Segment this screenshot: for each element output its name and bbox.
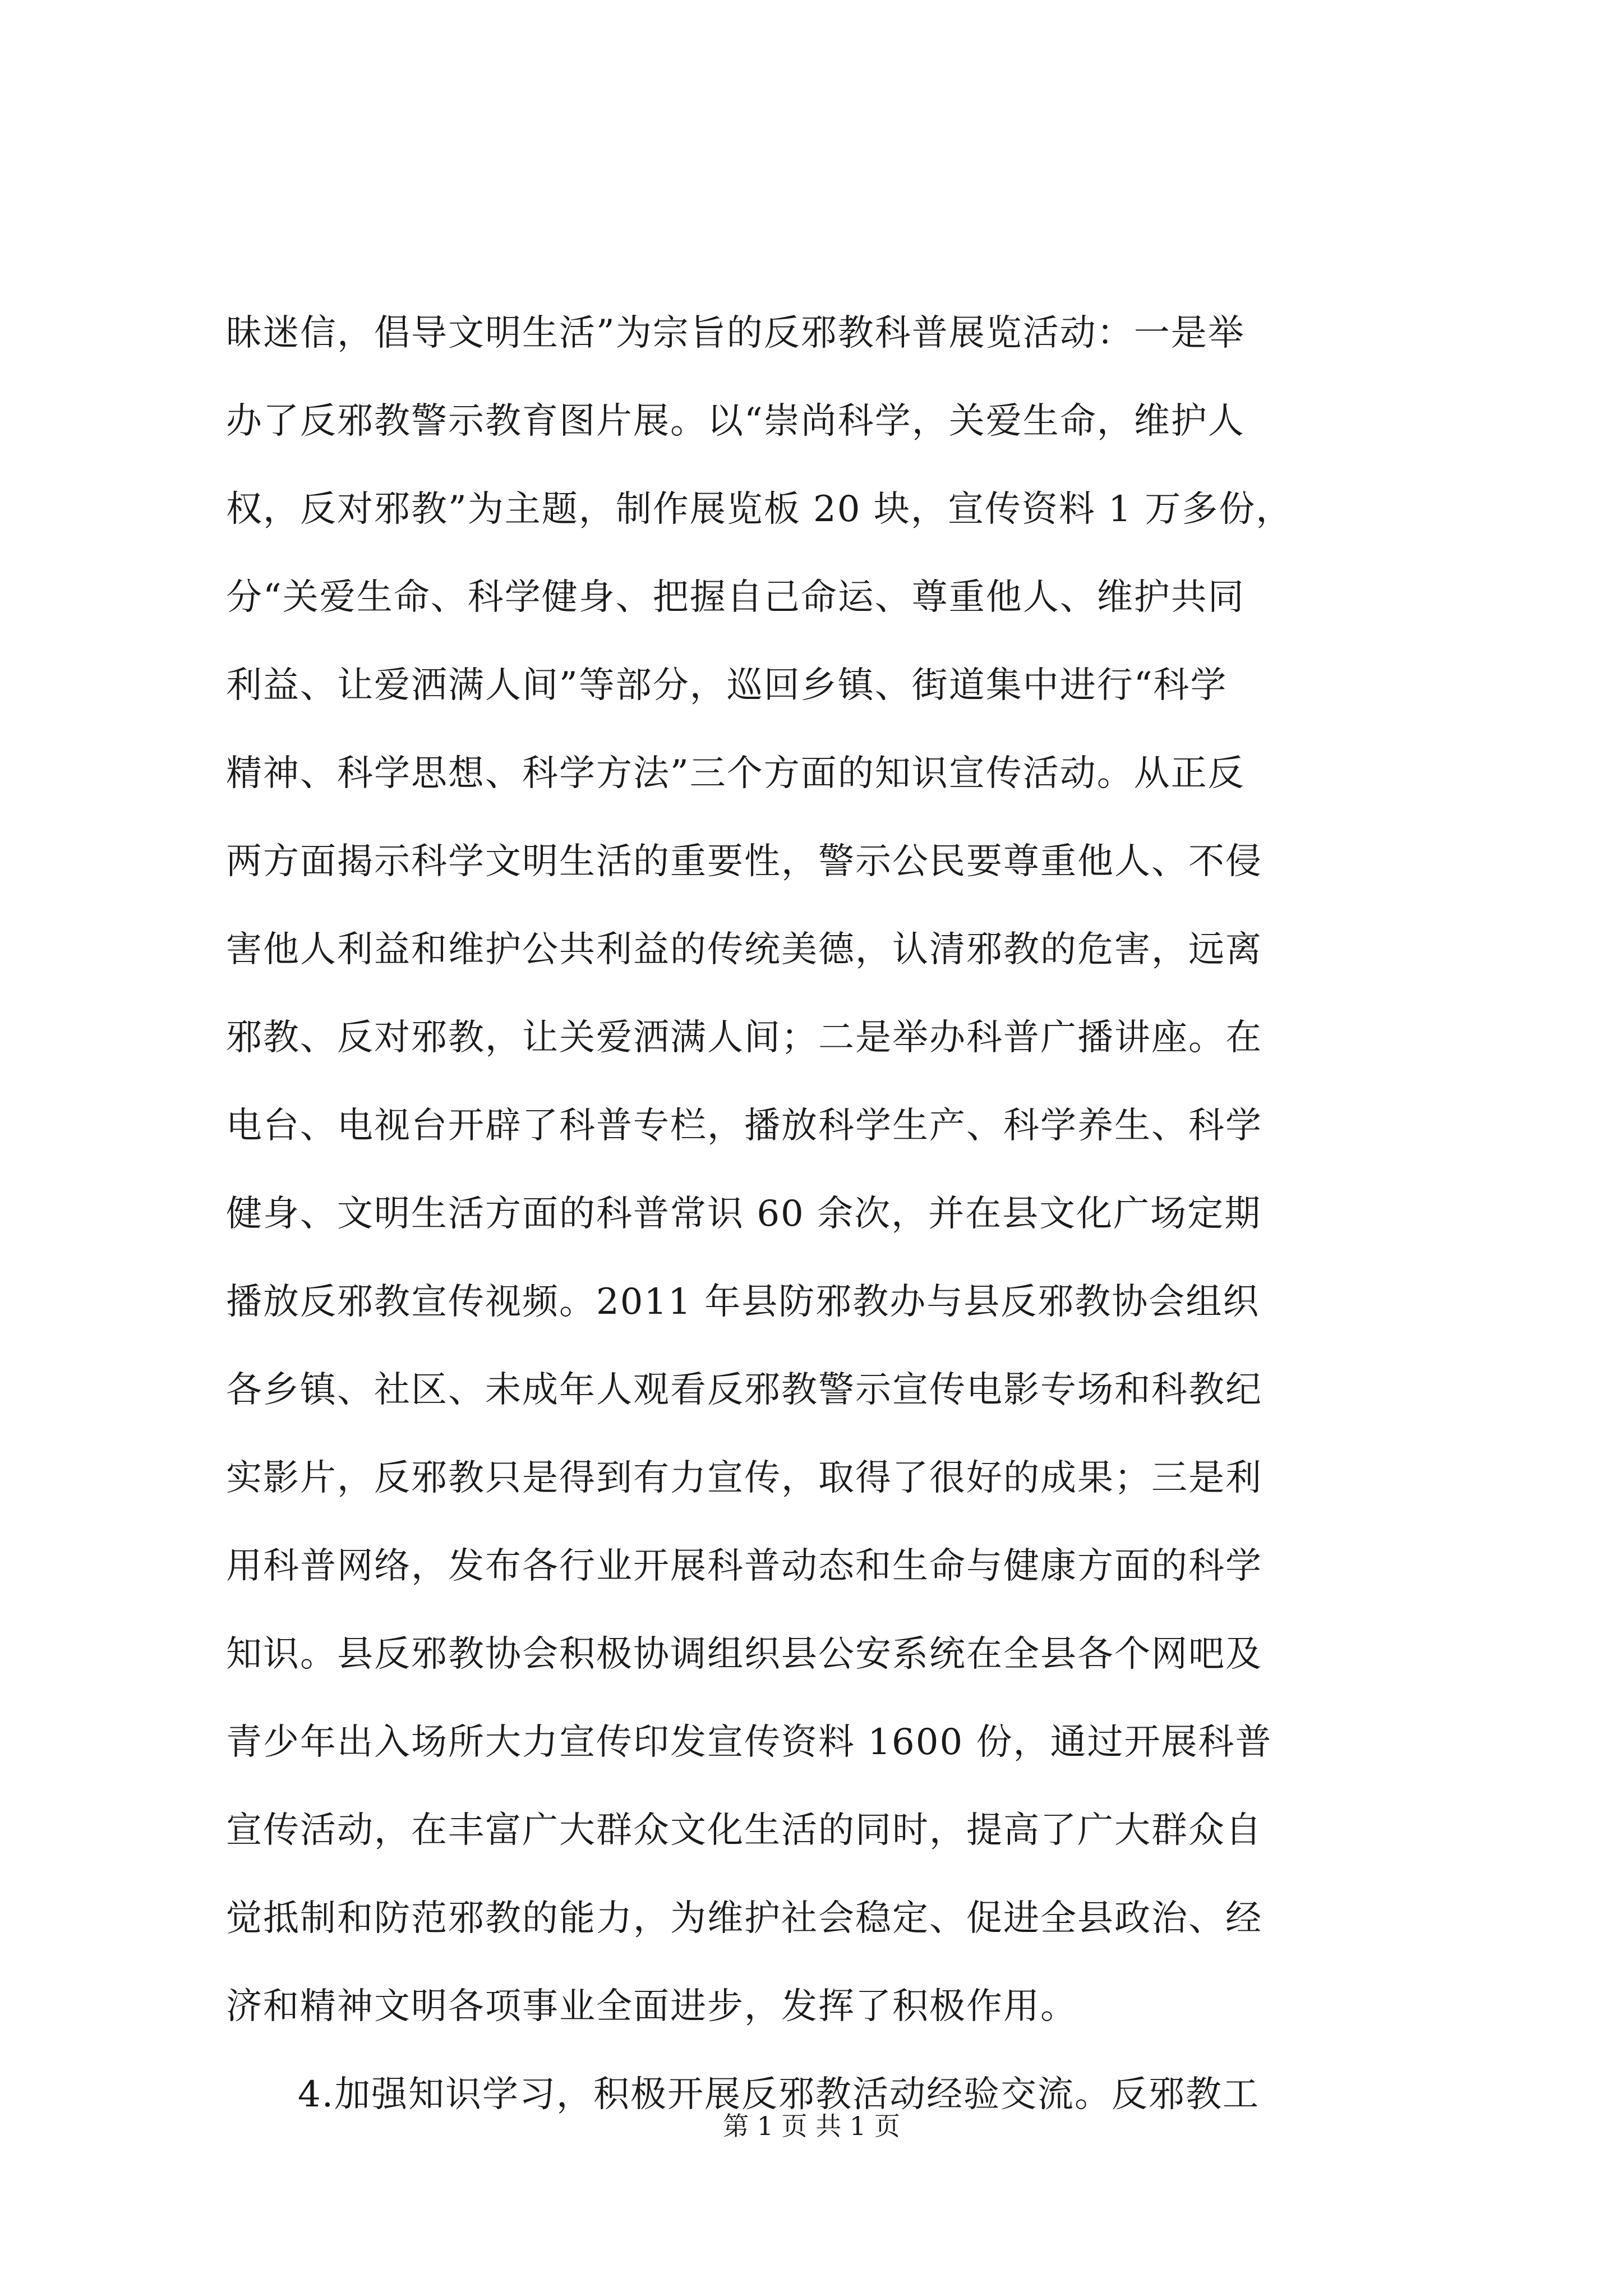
text-line: 知识。县反邪教协会积极协调组织县公安系统在全县各个网吧及 <box>226 1634 1262 1675</box>
text-line: 利益、让爱洒满人间”等部分，巡回乡镇、街道集中进行“科学 <box>226 665 1228 706</box>
text-line: 宣传活动，在丰富广大群众文化生活的同时，提高了广大群众自 <box>226 1810 1262 1851</box>
text-line: 邪教、反对邪教，让关爱洒满人间；二是举办科普广播讲座。在 <box>226 1017 1262 1059</box>
text-line: 济和精神文明各项事业全面进步，发挥了积极作用。 <box>226 1986 1077 2027</box>
text-line: 青少年出入场所大力宣传印发宣传资料 1600 份，通过开展科普 <box>226 1722 1272 1763</box>
text-line: 分“关爱生命、科学健身、把握自己命运、尊重他人、维护共同 <box>226 577 1245 618</box>
text-line: 权，反对邪教”为主题，制作展览板 20 块，宣传资料 1 万多份， <box>226 489 1293 530</box>
text-line: 害他人利益和维护公共利益的传统美德，认清邪教的危害，远离 <box>226 929 1262 970</box>
text-line: 昧迷信，倡导文明生活”为宗旨的反邪教科普展览活动：一是举 <box>226 312 1245 354</box>
text-line: 两方面揭示科学文明生活的重要性，警示公民要尊重他人、不侵 <box>226 841 1262 882</box>
text-line: 电台、电视台开辟了科普专栏，播放科学生产、科学养生、科学 <box>226 1105 1262 1147</box>
page-number: 第 1 页 共 1 页 <box>723 2111 900 2141</box>
text-line: 实影片，反邪教只是得到有力宣传，取得了很好的成果；三是利 <box>226 1457 1262 1499</box>
text-line: 播放反邪教宣传视频。2011 年县防邪教办与县反邪教协会组织 <box>226 1281 1260 1323</box>
text-line: 各乡镇、社区、未成年人观看反邪教警示宣传电影专场和科教纪 <box>226 1369 1262 1411</box>
body-text <box>226 289 1415 2139</box>
text-line: 觉抵制和防范邪教的能力，为维护社会稳定、促进全县政治、经 <box>226 1898 1262 1939</box>
text-line: 4.加强知识学习，积极开展反邪教活动经验交流。反邪教工 <box>298 2074 1260 2115</box>
text-line: 精神、科学思想、科学方法”三个方面的知识宣传活动。从正反 <box>226 753 1245 794</box>
text-line: 办了反邪教警示教育图片展。以“崇尚科学，关爱生命，维护人 <box>226 401 1245 442</box>
text-line: 用科普网络，发布各行业开展科普动态和生命与健康方面的科学 <box>226 1545 1262 1587</box>
text-line: 健身、文明生活方面的科普常识 60 余次，并在县文化广场定期 <box>226 1193 1262 1235</box>
